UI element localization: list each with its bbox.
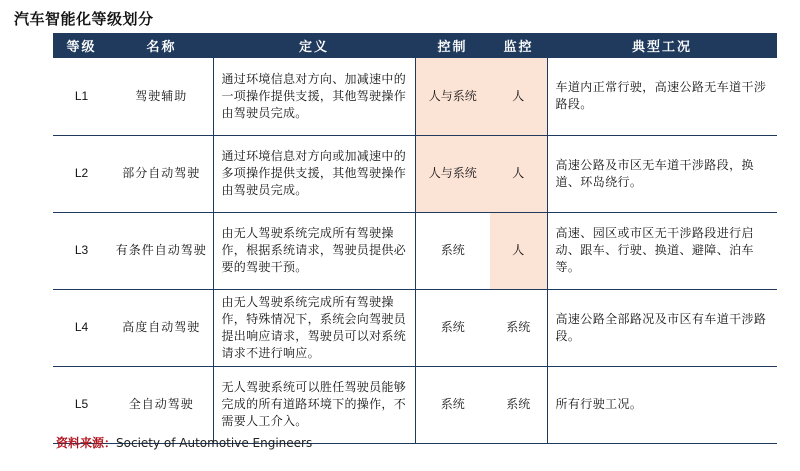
table-header-row xyxy=(53,33,777,58)
control-cell: 系统 xyxy=(415,289,490,366)
scenario-cell: 所有行驶工况。 xyxy=(547,366,777,443)
definition-cell: 无人驾驶系统可以胜任驾驶员能够完成的所有道路环境下的操作，不需要人工介入。 xyxy=(213,366,415,443)
table-row xyxy=(53,58,777,135)
levels-table xyxy=(53,33,777,444)
monitoring-cell: 人 xyxy=(490,58,547,135)
level-cell: L3 xyxy=(53,212,110,289)
monitoring-cell: 人 xyxy=(490,135,547,212)
control-cell: 人与系统 xyxy=(415,58,490,135)
level-cell: L1 xyxy=(53,58,110,135)
page-title: 汽车智能化等级划分 xyxy=(14,10,154,28)
name-cell: 部分自动驾驶 xyxy=(110,135,213,212)
scenario-cell: 高速公路及市区无车道干涉路段，换道、环岛绕行。 xyxy=(547,135,777,212)
control-cell: 人与系统 xyxy=(415,135,490,212)
scenario-cell: 高速、园区或市区无干涉路段进行启动、跟车、行驶、换道、避障、泊车等。 xyxy=(547,212,777,289)
definition-cell: 通过环境信息对方向或加减速中的多项操作提供支援，其他驾驶操作由驾驶员完成。 xyxy=(213,135,415,212)
monitoring-cell: 系统 xyxy=(490,289,547,366)
name-cell: 驾驶辅助 xyxy=(110,58,213,135)
level-cell: L5 xyxy=(53,366,110,443)
level-cell: L4 xyxy=(53,289,110,366)
source-note xyxy=(56,434,312,451)
source-label: 资料来源： xyxy=(56,436,117,450)
table-row xyxy=(53,289,777,366)
table-row xyxy=(53,135,777,212)
scenario-cell: 高速公路全部路况及市区有车道干涉路段。 xyxy=(547,289,777,366)
table-row xyxy=(53,366,777,443)
definition-cell: 由无人驾驶系统完成所有驾驶操作，根据系统请求，驾驶员提供必要的驾驶干预。 xyxy=(213,212,415,289)
name-cell: 高度自动驾驶 xyxy=(110,289,213,366)
monitoring-cell: 人 xyxy=(490,212,547,289)
header-monitoring: 监控 xyxy=(490,33,547,58)
header-name: 名称 xyxy=(110,33,213,58)
header-definition: 定义 xyxy=(213,33,415,58)
name-cell: 有条件自动驾驶 xyxy=(110,212,213,289)
level-cell: L2 xyxy=(53,135,110,212)
header-scenario: 典型工况 xyxy=(547,33,777,58)
definition-cell: 通过环境信息对方向、加减速中的一项操作提供支援，其他驾驶操作由驾驶员完成。 xyxy=(213,58,415,135)
name-cell: 全自动驾驶 xyxy=(110,366,213,443)
source-value: Society of Automotive Engineers xyxy=(116,436,313,450)
header-control: 控制 xyxy=(415,33,490,58)
header-level: 等级 xyxy=(53,33,110,58)
control-cell: 系统 xyxy=(415,366,490,443)
monitoring-cell: 系统 xyxy=(490,366,547,443)
table-row xyxy=(53,212,777,289)
control-cell: 系统 xyxy=(415,212,490,289)
definition-cell: 由无人驾驶系统完成所有驾驶操作，特殊情况下，系统会向驾驶员提出响应请求，驾驶员可以对系统请求不进行响应。 xyxy=(213,289,415,366)
scenario-cell: 车道内正常行驶，高速公路无车道干涉路段。 xyxy=(547,58,777,135)
